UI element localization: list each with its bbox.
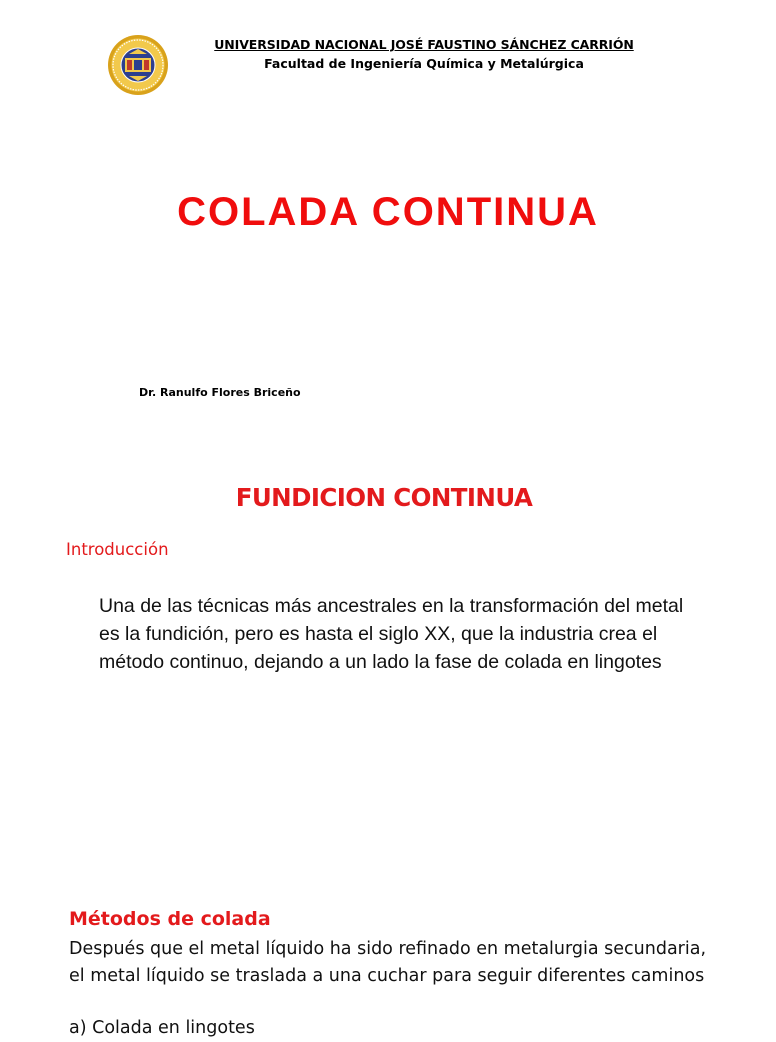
university-name: UNIVERSIDAD NACIONAL JOSÉ FAUSTINO SÁNCHEZ CARRIÓN [214, 37, 634, 52]
document-title: COLADA CONTINUA [177, 190, 599, 234]
intro-label: Introducción [66, 540, 169, 559]
methods-paragraph: Después que el metal líquido ha sido refinado en metalurgia secundaria, el metal líquido se traslada a una cuchar para seguir diferentes caminos [69, 939, 707, 986]
author-name: Dr. Ranulfo Flores Briceño [139, 386, 301, 399]
methods-heading: Métodos de colada [69, 908, 271, 930]
section-heading: FUNDICION CONTINUA [235, 483, 533, 512]
intro-paragraph: Una de las técnicas más ancestrales en la transformación del metal es la fundición, pero es hasta el siglo XX, que la industria crea el método continuo, dejando a un lado la fase de colada en lingotes [99, 595, 684, 673]
faculty-name: Facultad de Ingeniería Química y Metalúrgica [264, 56, 584, 71]
methods-list-item: a) Colada en lingotes [69, 1018, 255, 1038]
document-header [150, 36, 698, 73]
